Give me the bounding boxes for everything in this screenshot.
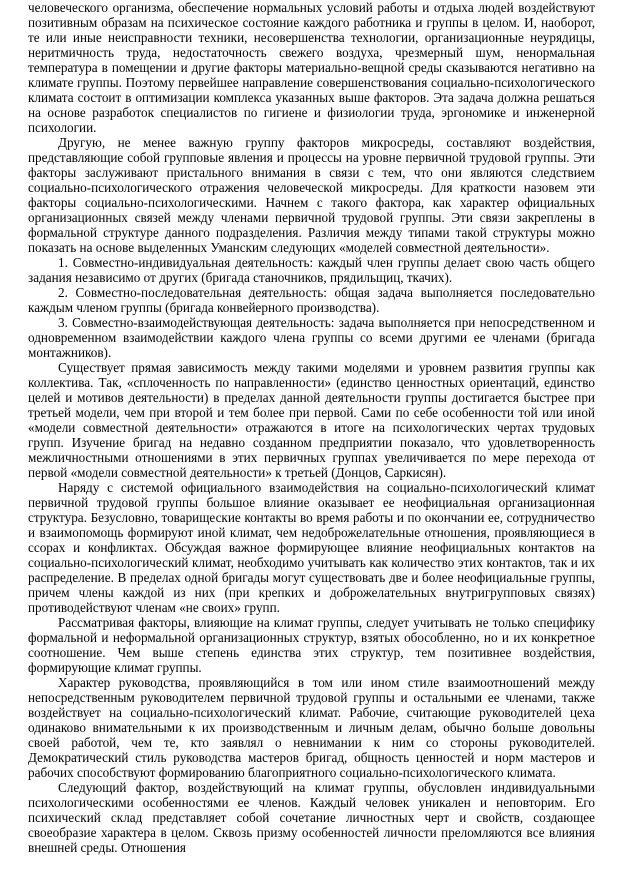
paragraph-3: Существует прямая зависимость между такими моделями и уровнем развития группы как коллектива. Так, «сплоченность по направленности» (единство ценностных ориентаций, единство целей и мотивов деятельности) в пределах данной деятельности группы достигается быстрее при третьей модели, чем при второй и тем более при первой. Сами по себе особенности той или иной «модели совместной деятельности» отражаются в итоге на психологических чертах трудовых групп. Изучение бригад на недавно созданном предприятии показало, что удовлетворенность межличностными отношениями в этих первичных группах увеличивается по мере перехода от первой «модели совместной деятельности» к третьей (Донцов, Саркисян). xyxy=(28,360,595,480)
paragraph-6: Характер руководства, проявляющийся в том или ином стиле взаимоотношений между непосредственным руководителем первичной трудовой группы и остальными ее членами, также воздействует на социально-психологический климат. Рабочие, считающие руководителей цеха одинаково внимательными к их производственным и личным делам, обычно больше довольны своей работой, чем те, кто заявлял о невнимании к ним со стороны руководителей. Демократический стиль руководства мастеров бригад, общность ценностей и норм мастеров и рабочих способствуют формированию благоприятного социально-психологического климата. xyxy=(28,675,595,780)
list-item-1: 1. Совместно-индивидуальная деятельность: каждый член группы делает свою часть общего задания независимо от других (бригада станочников, прядильщиц, ткачих). xyxy=(28,255,595,285)
paragraph-4: Наряду с системой официального взаимодействия на социально-психологический климат первичной трудовой группы большое влияние оказывает ее неофициальная организационная структура. Безусловно, товарищеские контакты во время работы и по окончании ее, сотрудничество и взаимопомощь формируют иной климат, чем недоброжелательные отношения, проявляющиеся в ссорах и конфликтах. Обсуждая важное формирующее влияние неофициальных контактов на социально-психологический климат, необходимо учитывать как количество этих контактов, так и их распределение. В пределах одной бригады могут существовать две и более неофициальные группы, причем члены каждой из них (при крепких и доброжелательных внутригрупповых связях) противодействуют членам «не своих» групп. xyxy=(28,480,595,615)
paragraph-1: человеческого организма, обеспечение нормальных условий работы и отдыха людей воздействуют позитивным образам на психическое состояние каждого работника и группы в целом. И, наоборот, те или иные неисправности техники, несовершенства технологии, организационные неурядицы, неритмичность труда, недостаточность свежего воздуха, чрезмерный шум, ненормальная температура в помещении и другие факторы материально-вещной среды сказываются негативно на климате группы. Поэтому первейшее направление совершенствования социально-психологического климата состоит в оптимизации комплекса указанных выше факторов. Эта задача должна решаться на основе разработок специалистов по гигиене и физиологии труда, эргономике и инженерной психологии. xyxy=(28,0,595,135)
list-item-2: 2. Совместно-последовательная деятельность: общая задача выполняется последовательно каждым членом группы (бригада конвейерного производства). xyxy=(28,285,595,315)
paragraph-5: Рассматривая факторы, влияющие на климат группы, следует учитывать не только специфику формальной и неформальной организационных структур, взятых обособленно, но и их конкретное соотношение. Чем выше степень единства этих структур, тем позитивнее воздействия, формирующие климат группы. xyxy=(28,615,595,675)
paragraph-2: Другую, не менее важную группу факторов микросреды, составляют воздействия, представляющие собой групповые явления и процессы на уровне первичной трудовой группы. Эти факторы заслуживают пристального внимания в связи с тем, что они являются следствием социально-психологического отражения человеческой микросреды. Для краткости назовем эти факторы социально-психологическими. Начнем с такого фактора, как характер официальных организационных связей между членами первичной трудовой группы. Эти связи закреплены в формальной структуре данного подразделения. Различия между типами такой структуры можно показать на основе выделенных Уманским следующих «моделей совместной деятельности». xyxy=(28,135,595,255)
list-item-3: 3. Совместно-взаимодействующая деятельность: задача выполняется при непосредственном и одновременном взаимодействии каждого члена группы со всеми другими ее членами (бригада монтажников). xyxy=(28,315,595,360)
paragraph-7: Следующий фактор, воздействующий на климат группы, обусловлен индивидуальными психологическими особенностями ее членов. Каждый человек уникален и неповторим. Его психический склад представляет собой сочетание личностных черт и свойств, создающее своеобразие характера в целом. Сквозь призму особенностей личности преломляются все влияния внешней среды. Отношения xyxy=(28,780,595,855)
document-page xyxy=(28,0,595,876)
